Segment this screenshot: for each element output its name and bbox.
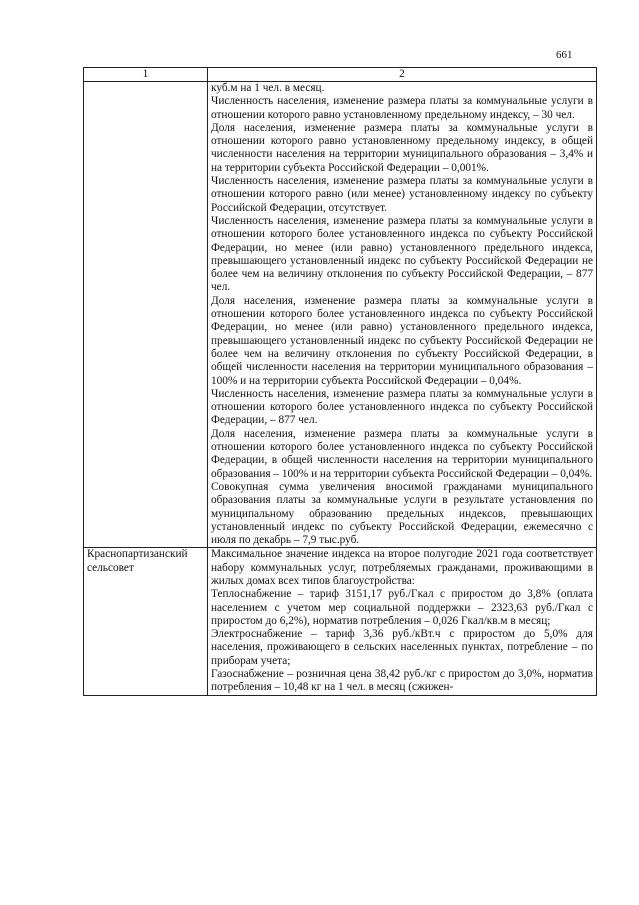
- document-table: [83, 67, 597, 696]
- paragraph: Численность населения, изменение размера платы за коммунальные услуги в отношении которого равно (или менее) установленному индексу по субъекту Российской Федерации, отсутствует.: [211, 175, 593, 214]
- paragraph: Доля населения, изменение размера платы за коммунальные услуги в отношении которого более установленного индекса по субъекту Российской Федерации, но менее (или равно) установленного предельного индекса, превышающего установленный индекс по субъекту Российской Федерации не более чем на величину отклонения по субъекту Российской Федерации, в общей численности населения на территории муниципального образования – 100% и на территории субъекта Российской Федерации – 0,04%.: [211, 294, 593, 387]
- paragraph: Электроснабжение – тариф 3,36 руб./кВт.ч с приростом до 5,0% для населения, проживающего в сельских населенных пунктах, потребление – по приборам учета;: [211, 628, 593, 667]
- row-content: [208, 82, 597, 548]
- paragraph: Теплоснабжение – тариф 3151,17 руб./Гкал с приростом до 3,8% (оплата населением с учетом мер социальной поддержки – 2323,63 руб./Гкал с приростом до 6,2%), норматив потребления – 0,026 Гкал/кв.м в месяц;: [211, 588, 593, 627]
- header-col-2: 2: [208, 68, 597, 82]
- table-row: [84, 548, 597, 695]
- paragraph: Доля населения, изменение размера платы за коммунальные услуги в отношении которого более установленного индекса по субъекту Российской Федерации, в общей численности населения на территории муниципального образования – 100% и на территории субъекта Российской Федерации – 0,04%.: [211, 427, 593, 480]
- paragraph: Численность населения, изменение размера платы за коммунальные услуги в отношении которого равно установленному предельному индексу, – 30 чел.: [211, 95, 593, 121]
- paragraph: Газоснабжение – розничная цена 38,42 руб./кг с приростом до 3,0%, норматив потребления – 10,48 кг на 1 чел. в месяц (сжижен-: [211, 668, 593, 694]
- paragraph: Численность населения, изменение размера платы за коммунальные услуги в отношении которого более установленного индекса по субъекту Российской Федерации, но менее (или равно) установленного предельного индекса, превышающего установленный индекс по субъекту Российской Федерации не более чем на величину отклонения по субъекту Российской Федерации, – 877 чел.: [211, 214, 593, 294]
- paragraph: куб.м на 1 чел. в месяц.: [211, 82, 325, 94]
- paragraph: Совокупная сумма увеличения вносимой гражданами муниципального образования платы за коммунальные услуги в результате установления по муниципальному образованию предельных индексов, превышающих установленный индекс по субъекту Российской Федерации, ежемесячно с июля по декабрь – 7,9 тыс.руб.: [211, 480, 593, 547]
- row-label: Краснопартизанский сельсовет: [84, 548, 208, 695]
- row-label: [84, 82, 208, 548]
- paragraph: Максимальное значение индекса на второе полугодие 2021 года соответствует набору коммунальных услуг, потребляемых гражданами, проживающими в жилых домах всех типов благоустройства:: [211, 548, 593, 587]
- header-col-1: 1: [84, 68, 208, 82]
- row-content: [208, 548, 597, 695]
- paragraph: Численность населения, изменение размера платы за коммунальные услуги в отношении которого более установленного индекса по субъекту Российской Федерации, – 877 чел.: [211, 387, 593, 427]
- paragraph: Доля населения, изменение размера платы за коммунальные услуги в отношении которого равно установленному предельному индексу, в общей численности населения на территории муниципального образования – 3,4% и на территории субъекта Российской Федерации – 0,001%.: [211, 121, 593, 174]
- table-row: [84, 82, 597, 548]
- table-header-row: [84, 68, 597, 82]
- page-number: 661: [556, 49, 573, 61]
